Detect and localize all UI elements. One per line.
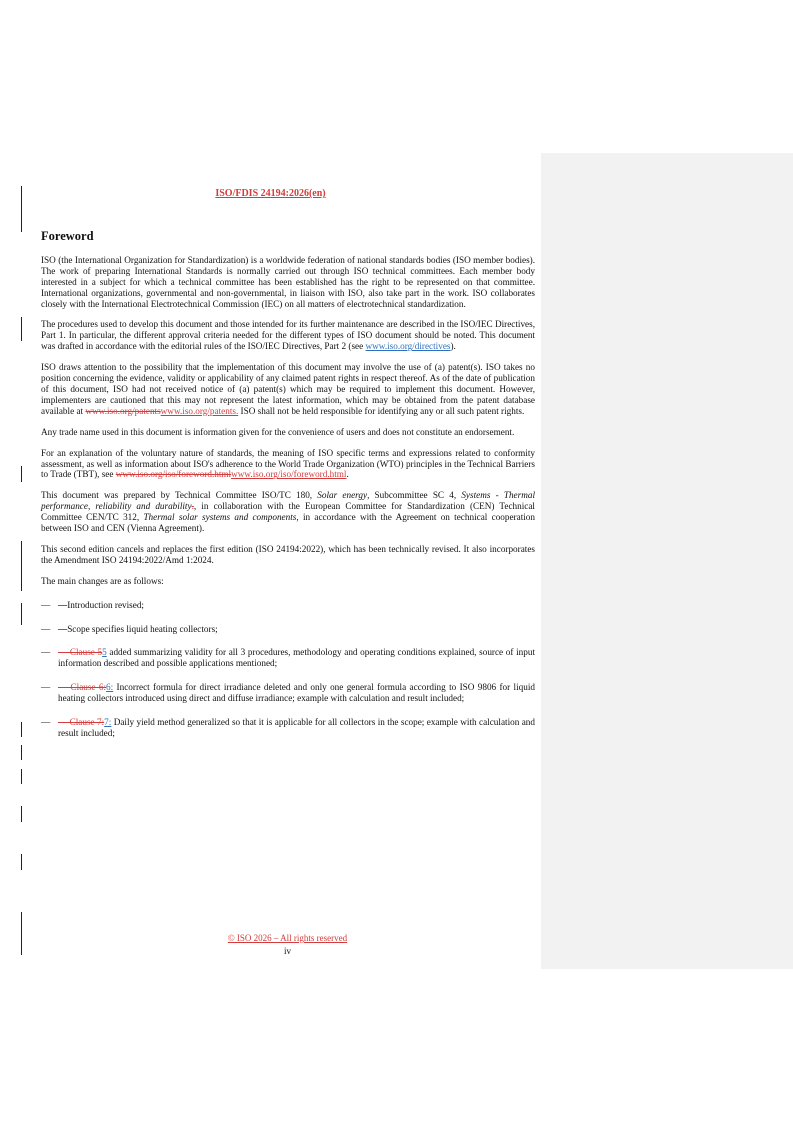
inserted-clause-ref[interactable]: 5 [102, 647, 107, 658]
deleted-text: — [58, 623, 68, 634]
deleted-text: — [58, 599, 68, 610]
change-bar [21, 603, 22, 625]
paragraph-trade-name: Any trade name used in this document is information given for the convenience of users and does not constitute an endorsement. [41, 426, 515, 437]
text: ISO shall not be held responsible for identifying any or all such patent rights. [238, 405, 525, 416]
copyright-notice: © ISO 2026 – All rights reserved [227, 933, 348, 943]
text: The procedures used to develop this document and those intended for its further maintenance are described in the ISO/IEC Directives, Part 1. In particular, the different approval criteria needed for the different types of ISO document should be noted. This document was drafted in accordance with the editorial rules of the ISO/IEC Directives, Part 2 (see [41, 319, 535, 352]
change-bar [21, 769, 22, 784]
list-dash: — [41, 717, 51, 728]
list-dash: — [41, 623, 51, 634]
text: , in collaboration with the European Committee for Standardization (CEN) Technical Committee CEN/TC 312, [41, 501, 535, 523]
inserted-foreword-link[interactable]: www.iso.org/iso/foreword.html [231, 469, 347, 480]
deleted-text: — Clause 7: [58, 717, 105, 728]
deleted-text: ‌. [191, 501, 194, 512]
text: added summarizing validity for all 3 procedures, methodology and operating conditions explained, source of input information described and possible applications mentioned; [58, 647, 535, 669]
change-bar [21, 466, 22, 482]
page-number: iv [283, 946, 291, 956]
deleted-text: — Clause 5 [58, 647, 103, 658]
text: Scope specifies liquid heating collectors; [67, 623, 218, 634]
list-item [41, 682, 535, 704]
inserted-patents-link[interactable]: www.iso.org/patents. [160, 405, 239, 416]
paragraph-patents [41, 362, 535, 417]
text: Introduction revised; [67, 599, 144, 610]
text: , in accordance with the Agreement on technical cooperation between ISO and CEN (Vienna Agreement). [41, 512, 535, 534]
page-footer [0, 932, 575, 958]
text: Incorrect formula for direct irradiance deleted and only one general formula according to ISO 9806 for liquid heating collectors introduced using direct and diffuse irradiance; example with calculation and result included; [58, 682, 535, 704]
change-bar [21, 317, 22, 341]
change-bar [21, 541, 22, 591]
change-bar [21, 722, 22, 737]
paragraph-voluntary [41, 448, 535, 481]
committee-name: Solar energy [317, 490, 368, 501]
text: ISO draws attention to the possibility that the implementation of this document may involve the use of (a) patent(s). ISO takes no position concerning the evidence, validity or applicability of any claimed patent rights in respect thereof. As of the date of publication of this document, ISO had not received notice of (a) patent(s) which may be required to implement this document. However, implementers are cautioned that this may not represent the latest information, which may be obtained from the patent database available at [41, 362, 535, 416]
comment-pane [541, 153, 793, 969]
deleted-patents-link[interactable]: www.iso.org/patents [85, 405, 161, 416]
inserted-clause-ref[interactable]: 7: [104, 717, 112, 728]
list-item [41, 647, 535, 669]
paragraph-procedures [41, 319, 535, 352]
change-bar [21, 806, 22, 822]
paragraph-iso-intro: ISO (the International Organization for Standardization) is a worldwide federation of national standards bodies (ISO member bodies). The work of preparing International Standards is normally carried out through ISO technical committees. Each member body interested in a subject for which a technical committee has been established has the right to be represented on that committee. International organizations, governmental and non-governmental, in liaison with ISO, also take part in the work. ISO collaborates closely with the International Electrotechnical Commission (IEC) on all matters of electrotechnical standardization. [41, 254, 535, 309]
inserted-clause-ref[interactable]: 6: [106, 682, 114, 693]
text: This document was prepared by Technical Committee ISO/TC 180, [41, 490, 318, 501]
document-header: ISO/FDIS 24194:2026(en) [215, 188, 326, 199]
paragraph-main-changes: The main changes are as follows: [41, 575, 164, 586]
list-item [41, 624, 535, 635]
list-dash: — [41, 647, 51, 658]
paragraph-edition: This second edition cancels and replaces the first edition (ISO 24194:2022), which has been technically revised. It also incorporates the Amendment ISO 24194:2022/Amd 1:2024. [41, 543, 535, 565]
change-bar [21, 745, 22, 760]
list-item [41, 600, 535, 611]
list-item [41, 717, 535, 739]
subcommittee-name: Systems - Thermal performance, reliability and durability [41, 490, 535, 512]
list-dash: — [41, 599, 51, 610]
deleted-foreword-link[interactable]: www.iso.org/iso/foreword.html [115, 469, 232, 480]
change-bar [21, 854, 22, 870]
text: For an explanation of the voluntary nature of standards, the meaning of ISO specific terms and expressions related to conformity assessment, as well as information about ISO's adherence to the World Trade Organization (WTO) principles in the Technical Barriers to Trade (TBT), see [41, 447, 535, 480]
text: Daily yield method generalized so that it is applicable for all collectors in the scope; example with calculation and result included; [58, 717, 535, 738]
section-title: Foreword [41, 229, 94, 243]
cen-committee-name: Thermal solar systems and components [143, 512, 297, 523]
directives-link[interactable]: www.iso.org/directives [365, 341, 451, 352]
paragraph-committee [41, 490, 535, 534]
text: . [346, 469, 349, 480]
page-body [41, 231, 535, 752]
list-dash: — [41, 682, 51, 693]
deleted-text: — Clause 6: [58, 682, 107, 693]
text: ). [450, 341, 456, 352]
text: , Subcommittee SC 4, [367, 490, 462, 501]
